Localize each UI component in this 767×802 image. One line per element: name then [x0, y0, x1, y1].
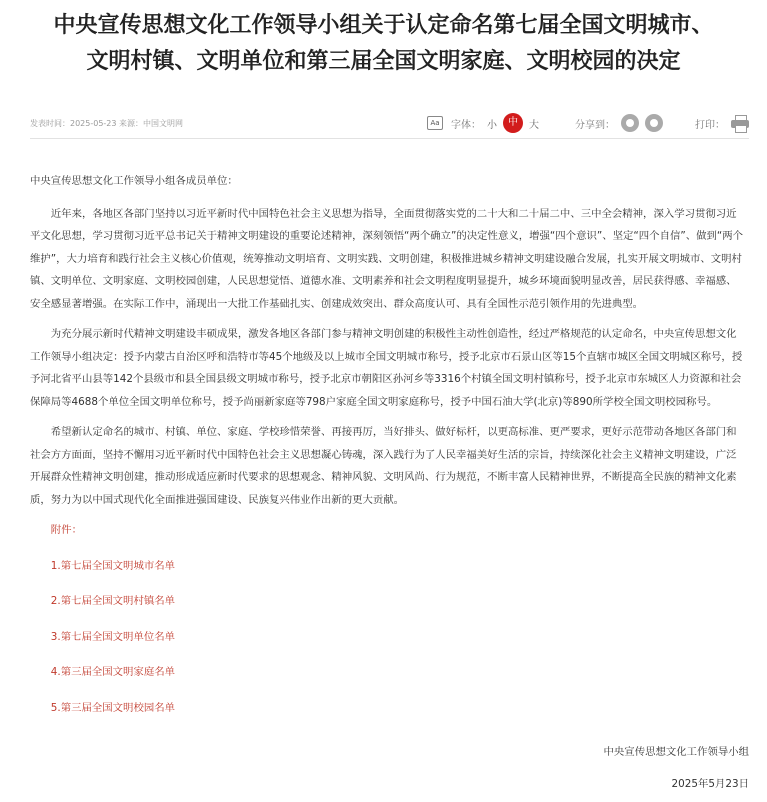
article-title — [0, 0, 767, 80]
publish-info: 发表时间：2025-05-23 来源：中国文明网 — [30, 119, 184, 128]
attachment-link-4[interactable]: 4.第三届全国文明家庭名单 — [50, 666, 176, 678]
body-paragraph: 为充分展示新时代精神文明建设丰硕成果，激发各地区各部门参与精神文明创建的积极性主动性创造性，经过严格规范的认定命名，中央宣传思想文化工作领导小组决定：授予内蒙古自治区呼和浩特市等45个地级及以上城市全国文明城市称号，授予北京市石景山区等15个直辖市城区全国文明城区称号，授予河北省平山县等142个县级市和县全国县级文明城市称号，授予北京市朝阳区孙河乡等3316个村镇全国文明村镇称号，授予北京市东城区人力资源和社会保障局等4688个单位全国文明单位称号，授予尚丽新家庭等798户家庭全国文明家庭称号，授予中国石油大学(北京)等890所学校全国文明校园称号。 — [30, 328, 743, 408]
weibo-share-icon[interactable] — [645, 114, 663, 132]
font-size-medium-button[interactable]: 中 — [503, 113, 523, 133]
wechat-share-icon[interactable] — [621, 114, 639, 132]
attachment-link-2[interactable]: 2.第七届全国文明村镇名单 — [50, 595, 176, 607]
attachment-link-5[interactable]: 5.第三届全国文明校园名单 — [50, 701, 176, 714]
salutation: 中央宣传思想文化工作领导小组各成员单位： — [30, 175, 238, 187]
attachment-item — [30, 555, 745, 578]
attachment-item — [30, 590, 745, 613]
attachment-item — [30, 661, 745, 684]
font-size-small-button[interactable]: 小 — [487, 119, 497, 131]
body-paragraph: 近年来，各地区各部门坚持以习近平新时代中国特色社会主义思想为指导，全面贯彻落实党的二十大和二十届二中、三中全会精神，深入学习贯彻习近平文化思想，学习贯彻习近平总书记关于精神文明建设的重要论述精神，深刻领悟“两个确立”的决定性意义，增强“四个意识”、坚定“四个自信”、做到“两个维护”，大力培育和践行社会主义核心价值观，统筹推动文明培育、文明实践、文明创建，积极推进城乡精神文明建设融合发展，扎实开展文明城市、文明村镇、文明单位、文明家庭、文明校园创建，人民思想觉悟、道德水准、文明素养和社会文明程度明显提升，城乡环境面貌明显改善，居民获得感、幸福感、安全感显著增强。在实际工作中，涌现出一大批工作基础扎实、创建成效突出、群众高度认可、具有全国性示范引领作用的先进典型。 — [30, 207, 744, 310]
article-title-line-2: 文明村镇、文明单位和第三届全国文明家庭、文明校园的决定 — [86, 49, 681, 74]
print-icon[interactable] — [731, 115, 749, 131]
attachment-item — [30, 697, 745, 720]
body-paragraph: 希望新认定命名的城市、村镇、单位、家庭、学校珍惜荣誉、再接再厉，当好排头、做好标杆，以更高标准、更严要求，更好示范带动各地区各部门和社会方方面面，坚持不懈用习近平新时代中国特色社会主义思想凝心铸魂，深入践行为了人民幸福美好生活的宗旨，持续深化社会主义精神文明建设，广泛开展群众性精神文明创建，推动形成适应新时代要求的思想观念、精神风貌、文明风尚、行为规范，不断丰富人民精神世界，不断提高全民族的精神文化素质，努力为以中国式现代化全面推进强国建设、民族复兴伟业作出新的更大贡献。 — [30, 426, 737, 506]
signer: 中央宣传思想文化工作领导小组 — [603, 746, 749, 758]
share-label: 分享到： — [575, 119, 615, 131]
font-size-label: 字体： — [451, 119, 481, 131]
article-body — [30, 170, 745, 732]
attachment-link-1[interactable]: 1.第七届全国文明城市名单 — [50, 559, 176, 572]
article-tools — [427, 112, 749, 134]
print-label: 打印： — [695, 119, 725, 131]
article-meta-bar — [30, 108, 749, 139]
attachment-item — [30, 626, 745, 649]
font-size-icon: Aa — [427, 116, 443, 130]
article-title-line-1: 中央宣传思想文化工作领导小组关于认定命名第七届全国文明城市、 — [53, 13, 714, 38]
attachments-label: 附件： — [50, 524, 82, 536]
attachment-link-3[interactable]: 3.第七届全国文明单位名单 — [50, 630, 176, 643]
sign-date: 2025年5月23日 — [671, 778, 749, 790]
font-size-large-button[interactable]: 大 — [529, 119, 539, 131]
